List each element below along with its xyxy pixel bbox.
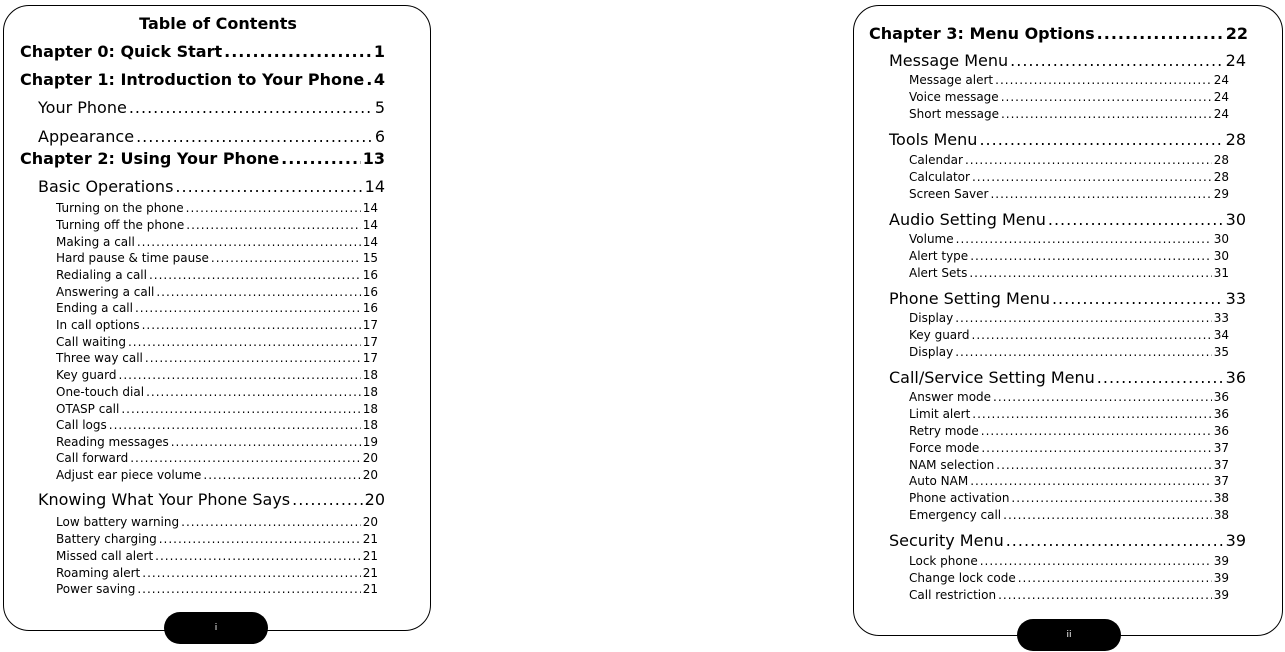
toc-entry [56,218,378,232]
toc-entry [909,588,1229,602]
toc-entry-label: Alert Sets [909,266,968,280]
toc-entry-page: 24 [1213,107,1229,121]
toc-entry-label: Calculator [909,170,970,184]
leader-dots [159,532,361,546]
toc-entry-label: Auto NAM [909,474,969,488]
toc-entry-page: 13 [362,149,385,168]
leader-dots [137,235,361,249]
toc-entry-page: 22 [1225,24,1248,43]
toc-entry-label: Message Menu [889,51,1009,70]
toc-entry [38,127,385,146]
toc-entry-label: Screen Saver [909,187,989,201]
toc-entry-label: Power saving [56,582,136,596]
toc-entry-label: Call forward [56,451,129,465]
toc-entry-label: Key guard [909,328,970,342]
toc-entry-page: 39 [1225,531,1246,550]
leader-dots [956,232,1212,246]
toc-entry [909,328,1229,342]
leader-dots [145,351,361,365]
toc-entry-page: 29 [1213,187,1229,201]
toc-entry-page: 21 [362,532,378,546]
toc-entry-label: Emergency call [909,508,1002,522]
toc-entry [56,351,378,365]
toc-entry-page: 20 [362,468,378,482]
leader-dots [1018,571,1212,585]
leader-dots [980,554,1212,568]
toc-entry-label: Volume [909,232,954,246]
toc-entry-label: Chapter 1: Introduction to Your Phone [20,70,365,89]
leader-dots [292,490,363,509]
leader-dots [186,218,360,232]
toc-entry [38,490,385,509]
toc-entry-label: Hard pause & time pause [56,251,209,265]
toc-entry-page: 36 [1225,368,1246,387]
toc-entry [889,289,1246,308]
toc-entry-label: Security Menu [889,531,1004,550]
toc-entry-label: Reading messages [56,435,169,449]
toc-entry-page: 14 [362,201,378,215]
toc-entry [909,508,1229,522]
toc-entry-page: 24 [1213,90,1229,104]
toc-entry-label: Turning off the phone [56,218,185,232]
toc-entry [56,435,378,449]
leader-dots [996,458,1211,472]
toc-title: Table of Contents [139,14,297,33]
toc-entry-label: Phone activation [909,491,1010,505]
toc-entry [909,90,1229,104]
toc-entry [909,554,1229,568]
toc-entry-label: Limit alert [909,407,971,421]
leader-dots [135,301,361,315]
leader-dots [1003,508,1212,522]
toc-entry-label: Battery charging [56,532,157,546]
leader-dots [146,385,361,399]
toc-entry-label: Missed call alert [56,549,154,563]
leader-dots [119,368,361,382]
leader-dots [1097,24,1224,43]
toc-entry-page: 20 [362,451,378,465]
toc-entry [56,451,378,465]
toc-entry-label: Retry mode [909,424,979,438]
toc-entry-label: Chapter 2: Using Your Phone [20,149,280,168]
toc-entry [56,251,378,265]
leader-dots [1097,368,1224,387]
leader-dots [970,249,1212,263]
toc-entry-label: Alert type [909,249,969,263]
toc-entry-label: Audio Setting Menu [889,210,1046,229]
left-page [3,5,431,631]
toc-entry-page: 1 [373,42,385,61]
toc-entry [889,210,1246,229]
toc-entry [869,24,1248,43]
leader-dots [137,582,360,596]
toc-entry [909,187,1229,201]
toc-entry [20,70,385,89]
toc-entry-page: 36 [1213,407,1229,421]
toc-entry [909,407,1229,421]
toc-entry-page: 30 [1213,249,1229,263]
leader-dots [211,251,361,265]
toc-entry-page: 4 [373,70,385,89]
toc-entry [20,42,385,61]
toc-entry [889,51,1246,70]
toc-entry-label: Call/Service Setting Menu [889,368,1095,387]
leader-dots [965,153,1212,167]
toc-entry-page: 6 [374,127,385,146]
toc-entry [909,571,1229,585]
toc-entry-label: Call restriction [909,588,997,602]
right-page [853,5,1283,636]
toc-entry-label: Tools Menu [889,130,978,149]
toc-entry [909,232,1229,246]
leader-dots [1052,289,1224,308]
leader-dots [981,424,1212,438]
toc-entry-page: 39 [1213,588,1229,602]
toc-entry-page: 20 [362,515,378,529]
toc-entry-page: 33 [1213,311,1229,325]
toc-entry-label: Redialing a call [56,268,147,282]
left-page-number: i [164,612,268,644]
toc-entry [38,98,385,117]
toc-entry-page: 19 [362,435,378,449]
toc-entry-page: 28 [1213,153,1229,167]
toc-entry-label: Answer mode [909,390,992,404]
toc-entry-page: 18 [362,385,378,399]
leader-dots [155,549,361,563]
toc-entry-page: 33 [1225,289,1246,308]
toc-entry-page: 34 [1213,328,1229,342]
toc-entry-label: Change lock code [909,571,1016,585]
toc-entry [909,345,1229,359]
right-page-number: ii [1017,619,1121,651]
toc-entry-page: 21 [362,549,378,563]
toc-entry-label: Display [909,311,954,325]
toc-entry [909,170,1229,184]
leader-dots [972,328,1212,342]
toc-entry [909,311,1229,325]
toc-entry-page: 18 [362,418,378,432]
leader-dots [998,588,1212,602]
toc-entry-label: Turning on the phone [56,201,184,215]
leader-dots [955,345,1211,359]
leader-dots [993,390,1212,404]
toc-entry [56,532,378,546]
leader-dots [186,201,361,215]
leader-dots [979,130,1223,149]
toc-entry [889,368,1246,387]
toc-entry [909,107,1229,121]
leader-dots [136,127,373,146]
toc-entry-label: Three way call [56,351,143,365]
toc-entry-label: Voice message [909,90,999,104]
toc-entry [56,418,378,432]
toc-entry [56,368,378,382]
toc-entry-page: 30 [1225,210,1246,229]
toc-entry [909,73,1229,87]
leader-dots [995,73,1212,87]
toc-entry-page: 15 [362,251,378,265]
leader-dots [142,566,360,580]
toc-entry-label: Force mode [909,441,980,455]
toc-entry-page: 37 [1213,441,1229,455]
leader-dots [156,285,360,299]
toc-entry [56,468,378,482]
toc-entry [909,491,1229,505]
leader-dots [972,170,1212,184]
toc-entry-page: 14 [362,235,378,249]
toc-entry [56,402,378,416]
toc-entry-label: Key guard [56,368,117,382]
toc-entry-page: 16 [362,268,378,282]
leader-dots [281,149,361,168]
leader-dots [121,402,360,416]
toc-entry-label: Lock phone [909,554,978,568]
toc-entry-label: Phone Setting Menu [889,289,1050,308]
toc-entry [38,177,385,196]
leader-dots [109,418,361,432]
toc-entry-page: 28 [1225,130,1246,149]
leader-dots [175,177,362,196]
toc-entry-label: Chapter 3: Menu Options [869,24,1095,43]
toc-entry-page: 36 [1213,390,1229,404]
leader-dots [1001,90,1212,104]
toc-entry [909,249,1229,263]
toc-entry-label: Chapter 0: Quick Start [20,42,223,61]
leader-dots [171,435,361,449]
toc-entry [56,268,378,282]
leader-dots [366,70,372,89]
toc-entry-page: 18 [362,402,378,416]
toc-entry-page: 20 [364,490,385,509]
leader-dots [1006,531,1224,550]
toc-entry [20,149,385,168]
toc-entry-page: 28 [1213,170,1229,184]
toc-entry [56,549,378,563]
toc-entry [889,130,1246,149]
toc-entry-page: 24 [1213,73,1229,87]
toc-entry-page: 16 [362,285,378,299]
toc-entry-page: 21 [362,566,378,580]
toc-entry-page: 17 [362,318,378,332]
toc-entry-label: Low battery warning [56,515,180,529]
leader-dots [142,318,361,332]
leader-dots [129,98,373,117]
leader-dots [972,407,1211,421]
toc-entry [909,390,1229,404]
toc-entry-page: 16 [362,301,378,315]
toc-entry-label: Call logs [56,418,107,432]
toc-entry-page: 37 [1213,474,1229,488]
toc-entry-page: 39 [1213,571,1229,585]
toc-entry-label: Calendar [909,153,963,167]
leader-dots [224,42,372,61]
toc-entry-page: 31 [1213,266,1229,280]
toc-entry [889,531,1246,550]
toc-entry-label: OTASP call [56,402,120,416]
leader-dots [955,311,1211,325]
toc-entry [56,582,378,596]
leader-dots [130,451,360,465]
toc-entry-page: 38 [1213,491,1229,505]
toc-entry [909,424,1229,438]
toc-entry-label: Call waiting [56,335,126,349]
toc-entry-page: 14 [364,177,385,196]
toc-entry [56,201,378,215]
toc-entry [909,266,1229,280]
toc-entry [909,153,1229,167]
toc-entry-label: Short message [909,107,999,121]
toc-entry-page: 35 [1213,345,1229,359]
toc-entry-page: 37 [1213,458,1229,472]
toc-entry [56,285,378,299]
toc-entry [56,318,378,332]
toc-entry [909,474,1229,488]
leader-dots [969,266,1211,280]
toc-entry-page: 18 [362,368,378,382]
toc-entry-label: NAM selection [909,458,995,472]
toc-entry-label: Roaming alert [56,566,141,580]
leader-dots [970,474,1212,488]
leader-dots [1010,51,1224,70]
toc-entry-label: In call options [56,318,140,332]
leader-dots [1001,107,1212,121]
leader-dots [128,335,361,349]
toc-entry-label: Answering a call [56,285,155,299]
toc-entry-label: Display [909,345,954,359]
toc-entry-label: Message alert [909,73,994,87]
toc-entry-page: 5 [374,98,385,117]
toc-entry-page: 36 [1213,424,1229,438]
toc-entry-page: 14 [362,218,378,232]
toc-entry [56,301,378,315]
toc-entry-page: 38 [1213,508,1229,522]
toc-entry-page: 17 [362,335,378,349]
leader-dots [990,187,1211,201]
toc-entry-label: Appearance [38,127,135,146]
toc-entry-label: One-touch dial [56,385,145,399]
toc-entry-label: Ending a call [56,301,133,315]
toc-entry [909,441,1229,455]
leader-dots [203,468,360,482]
toc-entry [56,566,378,580]
leader-dots [149,268,361,282]
toc-entry [56,385,378,399]
toc-entry-label: Your Phone [38,98,127,117]
leader-dots [981,441,1211,455]
toc-entry-label: Knowing What Your Phone Says [38,490,291,509]
toc-entry-label: Making a call [56,235,135,249]
toc-entry [56,515,378,529]
toc-entry-label: Basic Operations [38,177,174,196]
toc-entry [56,235,378,249]
leader-dots [181,515,361,529]
toc-entry-label: Adjust ear piece volume [56,468,202,482]
toc-entry-page: 17 [362,351,378,365]
toc-entry-page: 39 [1213,554,1229,568]
toc-entry [909,458,1229,472]
toc-entry [56,335,378,349]
toc-entry-page: 24 [1225,51,1246,70]
leader-dots [1048,210,1224,229]
toc-entry-page: 30 [1213,232,1229,246]
toc-entry-page: 21 [362,582,378,596]
leader-dots [1011,491,1211,505]
